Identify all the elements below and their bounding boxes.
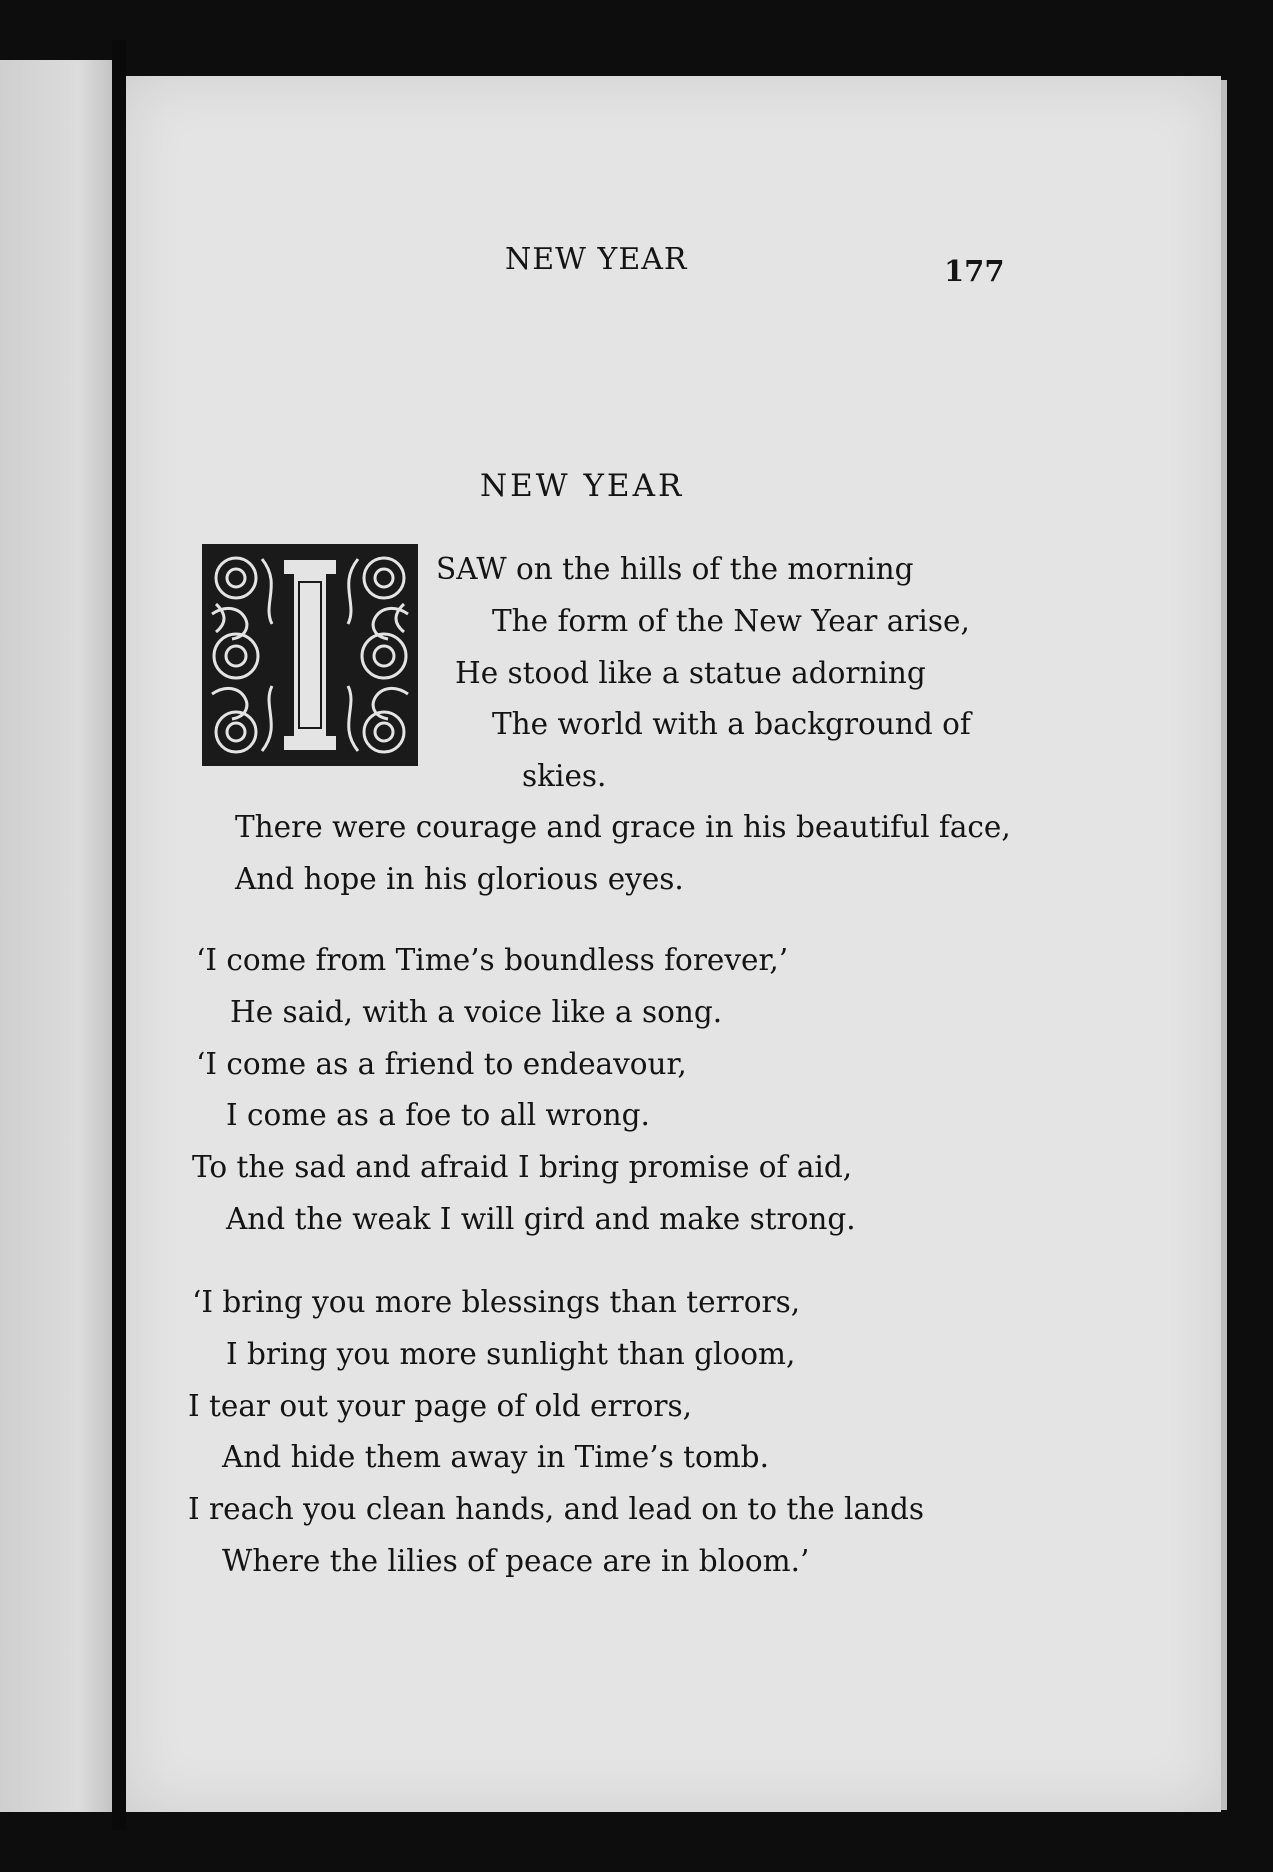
poem-line: He stood like a statue adorning — [455, 656, 926, 690]
poem-line: And hide them away in Time’s tomb. — [222, 1440, 769, 1474]
poem-line: ‘I come as a friend to endeavour, — [196, 1047, 687, 1081]
poem-line: To the sad and afraid I bring promise of aid, — [192, 1150, 853, 1184]
poem-line: And the weak I will gird and make strong. — [226, 1202, 856, 1236]
poem-line: The form of the New Year arise, — [492, 604, 970, 638]
facing-page-edge — [0, 60, 112, 1812]
poem-line: He said, with a voice like a song. — [230, 995, 723, 1029]
poem-line: ‘I come from Time’s boundless forever,’ — [196, 943, 789, 977]
poem-line: SAW on the hills of the morning — [436, 552, 914, 586]
poem-title: NEW YEAR — [480, 468, 685, 504]
book-gutter — [112, 40, 126, 1830]
poem-line: I tear out your page of old errors, — [188, 1389, 693, 1423]
ornamental-drop-cap-i — [202, 544, 418, 766]
poem-line: Where the lilies of peace are in bloom.’ — [222, 1544, 810, 1578]
poem-line: I reach you clean hands, and lead on to the lands — [188, 1492, 925, 1526]
page-number: 177 — [944, 254, 1005, 288]
poem-line: There were courage and grace in his beautiful face, — [235, 810, 1011, 844]
poem-line: I come as a foe to all wrong. — [226, 1098, 650, 1132]
poem-line: The world with a background of — [492, 707, 971, 741]
running-header: NEW YEAR — [505, 242, 688, 277]
poem-line: ‘I bring you more blessings than terrors, — [192, 1285, 801, 1319]
page-right-edge — [1221, 80, 1227, 1810]
poem-line: skies. — [522, 759, 607, 793]
poem-line: And hope in his glorious eyes. — [235, 862, 684, 896]
poem-line: I bring you more sunlight than gloom, — [226, 1337, 796, 1371]
